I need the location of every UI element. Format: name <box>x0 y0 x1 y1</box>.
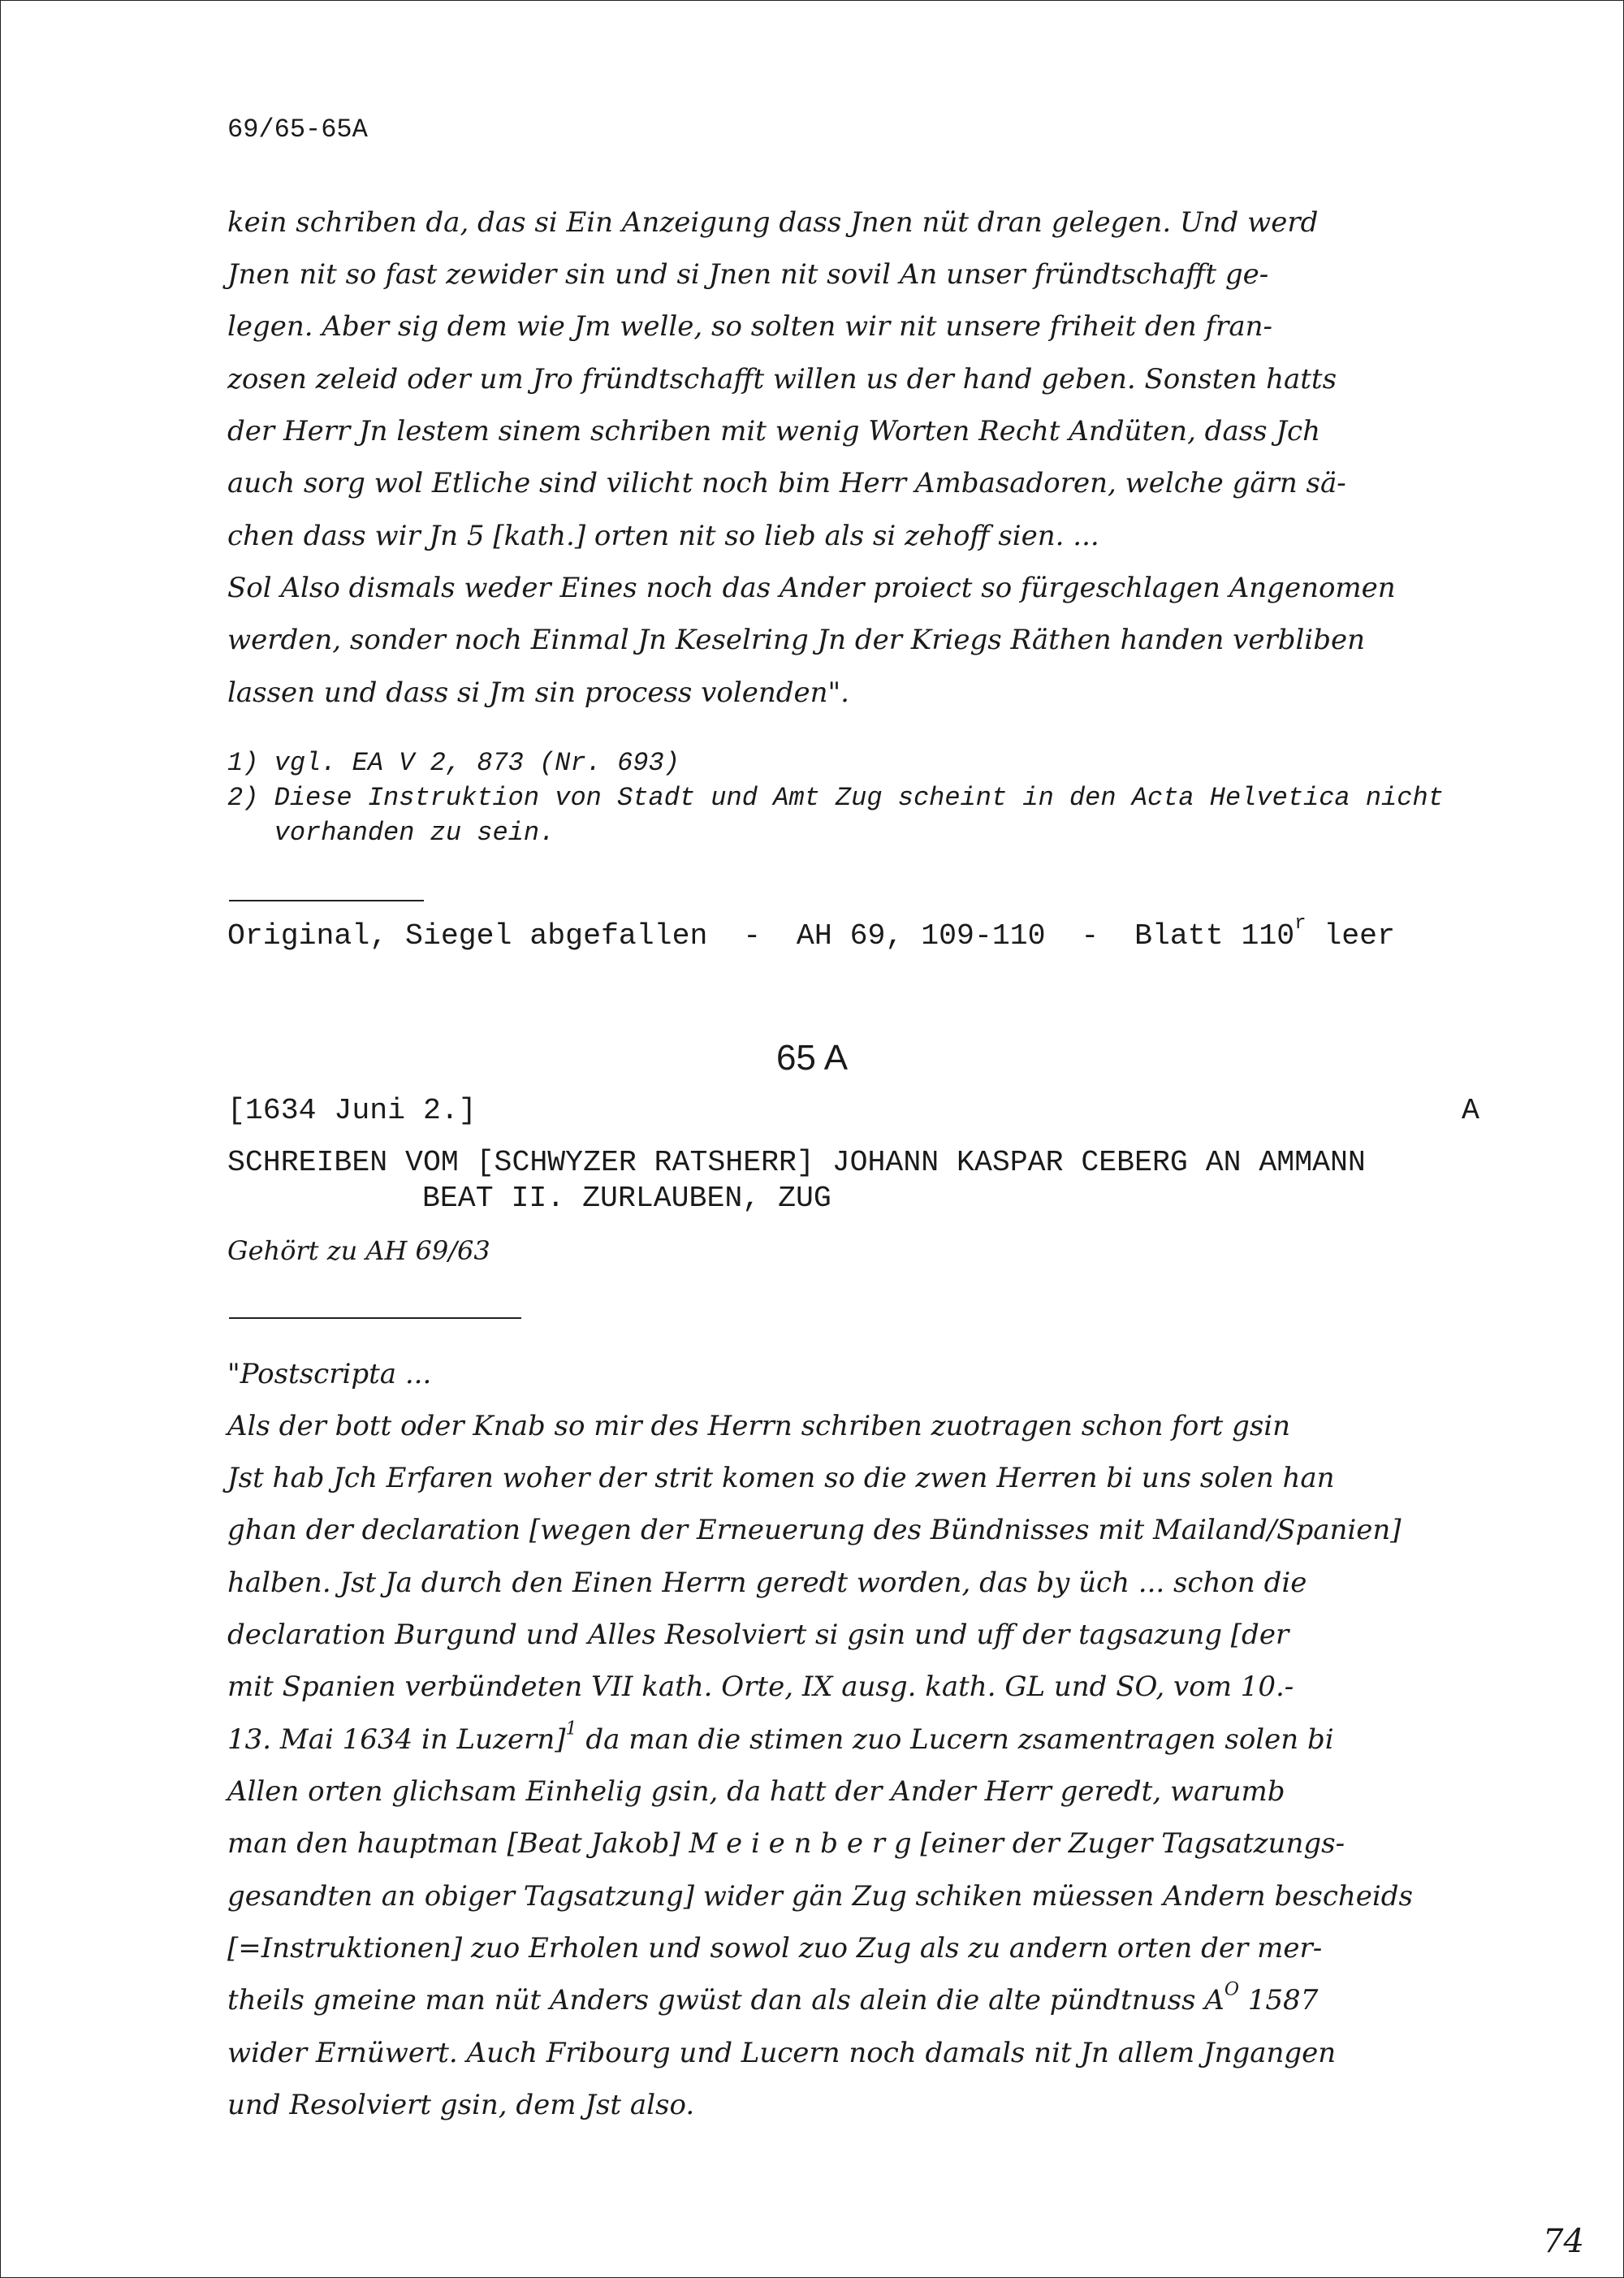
belongs-to: Gehört zu AH 69/63 <box>227 1235 490 1266</box>
text-line-part: theils gmeine man nüt Anders gwüst dan als alein die alte pündtnuss A <box>227 1984 1224 2016</box>
text-line: [=Instruktionen] zuo Erholen und sowol zuo Zug als zu andern orten der mer- <box>227 1932 1323 1965</box>
text-line: Allen orten glichsam Einhelig gsin, da hatt der Ander Herr geredt, warumb <box>227 1775 1285 1808</box>
text-line: Als der bott oder Knab so mir des Herrn schriben zuotragen schon fort gsin <box>227 1410 1291 1442</box>
text-line: Jnen nit so fast zewider sin und si Jnen nit sovil An unser fründtschafft ge- <box>227 258 1269 291</box>
text-line: werden, sonder noch Einmal Jn Keselring Jn der Kriegs Räthen handen verbliben <box>227 624 1366 656</box>
document-number: 65 A <box>775 1038 849 1078</box>
text-line: wider Ernüwert. Auch Fribourg und Lucern noch damals nit Jn allem Jngangen <box>227 2037 1337 2069</box>
text-line: man den hauptman [Beat Jakob] M e i e n b e r g [einer der Zuger Tagsatzungs- <box>227 1827 1345 1860</box>
superscript: O <box>1224 1978 1239 2000</box>
text-line: lassen und dass si Jm sin process volenden". <box>227 676 849 709</box>
text-line: mit Spanien verbündeten VII kath. Orte, IX ausg. kath. GL und SO, vom 10.- <box>227 1671 1294 1703</box>
text-line: ghan der declaration [wegen der Erneuerung des Bündnisses mit Mailand/Spanien] <box>227 1514 1402 1546</box>
text-line: auch sorg wol Etliche sind vilicht noch bim Herr Ambasadoren, welche gärn sä- <box>227 467 1346 499</box>
text-line-part: 13. Mai 1634 in Luzern] <box>227 1723 566 1756</box>
text-line: chen dass wir Jn 5 [kath.] orten nit so lieb als si zehoff sien. ... <box>227 520 1099 552</box>
source-note-sup: r <box>1294 913 1307 936</box>
footnote-ref: 1 <box>565 1718 577 1740</box>
source-note <box>227 913 1395 953</box>
text-line-part: da man die stimen zuo Lucern zsamentragen solen bi <box>577 1723 1334 1756</box>
text-line: declaration Burgund und Alles Resolviert si gsin und uff der tagsazung [der <box>227 1619 1289 1651</box>
footnote: 1) vgl. EA V 2, 873 (Nr. 693) <box>227 748 680 778</box>
text-line: gesandten an obiger Tagsatzung] wider gän Zug schiken müessen Andern bescheids <box>227 1880 1413 1913</box>
document-date: [1634 Juni 2.] <box>227 1094 477 1127</box>
text-line: Jst hab Jch Erfaren woher der strit komen so die zwen Herren bi uns solen han <box>227 1462 1335 1494</box>
footnote: 2) Diese Instruktion von Stadt und Amt Zug scheint in den Acta Helvetica nicht <box>227 783 1444 813</box>
divider <box>229 1317 521 1319</box>
text-line-part: 1587 <box>1238 1984 1319 2016</box>
document-title: SCHREIBEN VOM [SCHWYZER RATSHERR] JOHANN KASPAR CEBERG AN AMMANN <box>227 1146 1366 1179</box>
source-note-tail: leer <box>1306 919 1395 953</box>
page-number: 74 <box>1543 2223 1584 2260</box>
text-line: "Postscripta ... <box>227 1358 432 1390</box>
text-line: halben. Jst Ja durch den Einen Herrn geredt worden, das by üch ... schon die <box>227 1567 1307 1599</box>
footnote: vorhanden zu sein. <box>227 818 555 848</box>
header-reference: 69/65-65A <box>227 115 368 145</box>
text-line <box>227 1718 1334 1756</box>
source-note-text: Original, Siegel abgefallen - AH 69, 109-110 - Blatt 110 <box>227 919 1295 953</box>
document-title-cont: BEAT II. ZURLAUBEN, ZUG <box>422 1182 831 1215</box>
document-marker: A <box>1462 1094 1479 1127</box>
text-line: und Resolviert gsin, dem Jst also. <box>227 2089 695 2121</box>
text-line: der Herr Jn lestem sinem schriben mit wenig Worten Recht Andüten, dass Jch <box>227 415 1320 447</box>
text-line: Sol Also dismals weder Eines noch das Ander proiect so fürgeschlagen Angenomen <box>227 572 1396 604</box>
text-line <box>227 1978 1319 2016</box>
divider <box>229 900 424 901</box>
text-line: legen. Aber sig dem wie Jm welle, so solten wir nit unsere friheit den fran- <box>227 310 1273 343</box>
text-line: zosen zeleid oder um Jro fründtschafft willen us der hand geben. Sonsten hatts <box>227 363 1337 396</box>
text-line: kein schriben da, das si Ein Anzeigung dass Jnen nüt dran gelegen. Und werd <box>227 206 1319 239</box>
